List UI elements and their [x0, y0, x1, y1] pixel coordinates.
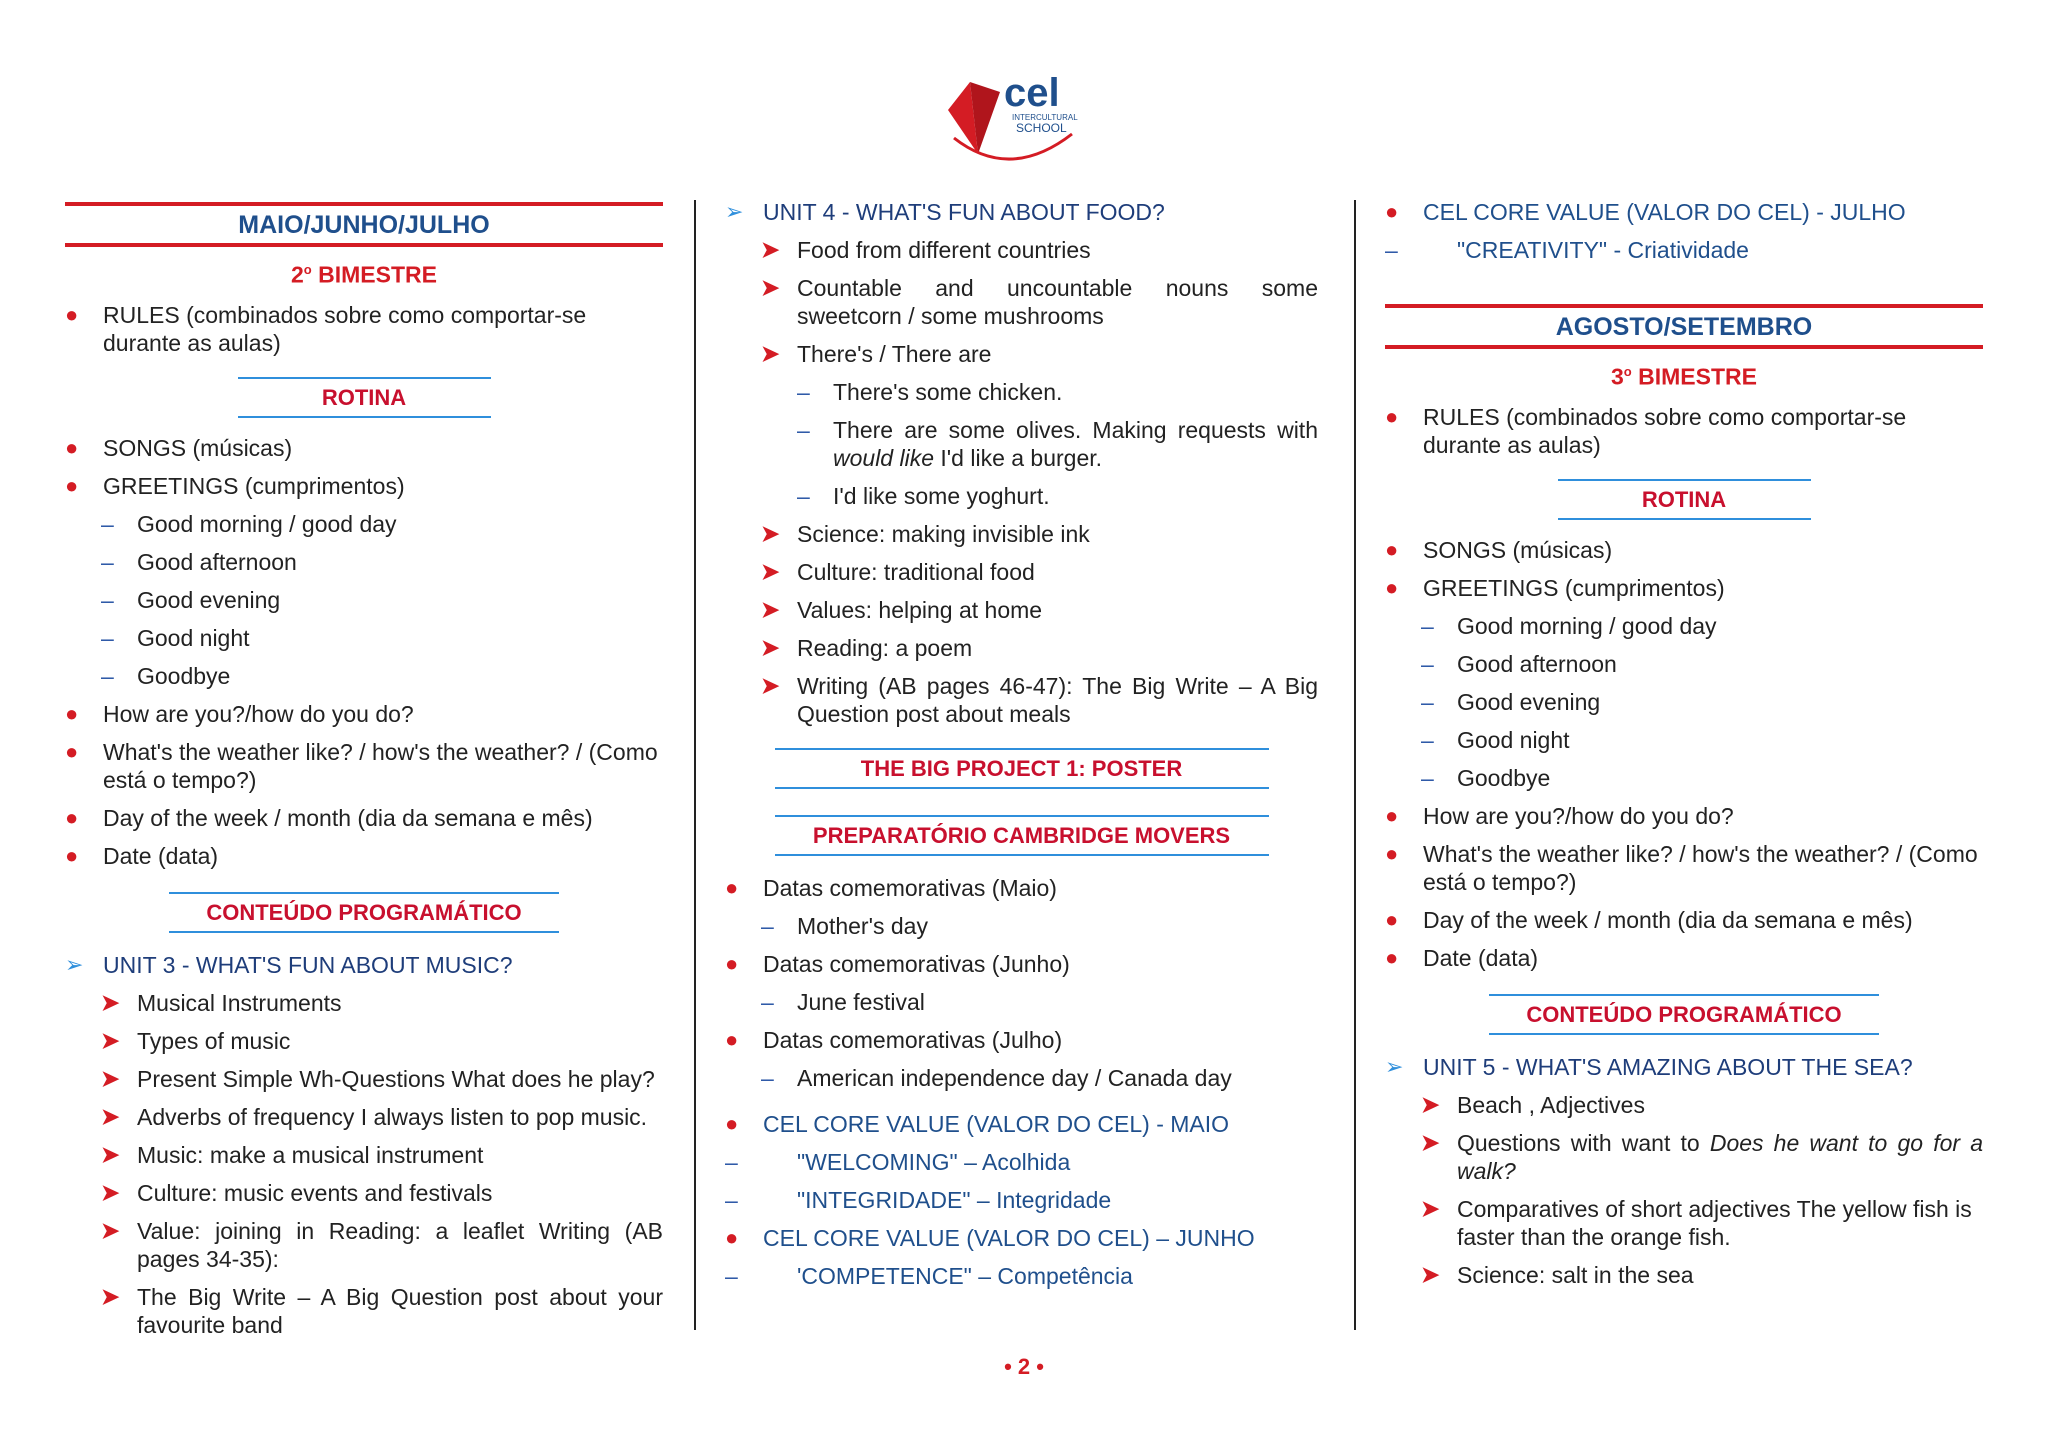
list-subitem: – I'd like some yoghurt.	[797, 483, 1050, 509]
rotina-heading: ROTINA	[238, 377, 491, 418]
core-value-item: – "WELCOMING" – Acolhida	[725, 1149, 1071, 1175]
bimestre-heading: 2$^o$ BIMESTRE	[291, 261, 437, 288]
unit-topic: ➤ Writing (AB pages 46-47): The Big Write – A Big Question post about meals	[761, 673, 1318, 727]
list-subitem: – Good afternoon	[101, 548, 297, 575]
list-subitem: – American independence day / Canada day	[761, 1065, 1232, 1091]
list-subitem: – Good night	[1421, 726, 1570, 753]
list-subitem: – June festival	[761, 989, 925, 1015]
core-value-item: – "CREATIVITY" - Criatividade	[1385, 237, 1749, 263]
unit-topic: ➤ Musical Instruments	[101, 989, 342, 1016]
rotina-heading: ROTINA	[1558, 479, 1811, 520]
list-item: ● GREETINGS (cumprimentos)	[1385, 574, 1725, 601]
unit-topic: ➤ Science: salt in the sea	[1421, 1261, 1694, 1288]
core-value: ● CEL CORE VALUE (VALOR DO CEL) - MAIO	[725, 1111, 1230, 1137]
list-item: ● Date (data)	[65, 842, 219, 869]
list-item: ● What's the weather like? / how's the weather? / (Como está o tempo?)	[65, 738, 658, 793]
list-subitem: – Goodbye	[1421, 764, 1551, 791]
core-value-item: – "INTEGRIDADE" – Integridade	[725, 1187, 1112, 1213]
unit-topic: ➤ Culture: traditional food	[761, 559, 1035, 585]
list-item: ● How are you?/how do you do?	[1385, 802, 1734, 829]
period-title: AGOSTO/SETEMBRO	[1385, 304, 1983, 349]
unit-title: ➢ UNIT 5 - WHAT'S AMAZING ABOUT THE SEA?	[1385, 1053, 1913, 1080]
svg-text:SCHOOL: SCHOOL	[1016, 121, 1067, 135]
list-item: ● What's the weather like? / how's the weather? / (Como está o tempo?)	[1385, 840, 1978, 895]
unit-topic: ➤ Comparatives of short adjectives The yellow fish is faster than the orange fish.	[1421, 1195, 1972, 1250]
unit-topic: ➤ Music: make a musical instrument	[101, 1141, 484, 1168]
unit-topic: ➤ Countable and uncountable nouns some sweetcorn / some mushrooms	[761, 275, 1318, 329]
list-item: ● Day of the week / month (dia da semana e mês)	[1385, 906, 1913, 933]
unit-topic: ➤ Questions with want to Does he want to go for a walk?	[1421, 1129, 1983, 1184]
unit-topic: ➤ Values: helping at home	[761, 597, 1043, 623]
prep-heading: PREPARATÓRIO CAMBRIDGE MOVERS	[775, 815, 1269, 856]
kite-emblem	[940, 62, 1120, 166]
unit-topic: ➤ Science: making invisible ink	[761, 521, 1090, 547]
list-item: ● Datas comemorativas (Julho)	[725, 1027, 1063, 1053]
unit-topic: ➤ The Big Write – A Big Question post about your favourite band	[101, 1283, 663, 1338]
list-item: ● Datas comemorativas (Maio)	[725, 875, 1057, 901]
list-item: ● RULES (combinados sobre como comportar-se durante as aulas)	[1385, 403, 1907, 458]
list-item: ● Day of the week / month (dia da semana e mês)	[65, 804, 593, 831]
list-item: ● RULES (combinados sobre como comportar-se durante as aulas)	[65, 301, 587, 356]
svg-text:INTERCULTURAL: INTERCULTURAL	[1012, 113, 1078, 122]
unit-topic: ➤ Adverbs of frequency I always listen to pop music.	[101, 1103, 648, 1130]
period-title: MAIO/JUNHO/JULHO	[65, 202, 663, 247]
list-item: ● Date (data)	[1385, 944, 1539, 971]
column-divider	[1354, 200, 1356, 1330]
list-subitem: – Good afternoon	[1421, 650, 1617, 677]
column-right	[1385, 198, 1983, 1289]
unit-topic: ➤ Beach , Adjectives	[1421, 1091, 1645, 1118]
column-left	[65, 198, 663, 1339]
list-subitem: – There's some chicken.	[797, 379, 1063, 405]
logo-wordmark: cel	[1004, 71, 1060, 115]
bimestre-heading: 3$^o$ BIMESTRE	[1611, 363, 1757, 390]
list-subitem: – Good evening	[1421, 688, 1601, 715]
list-subitem: – Mother's day	[761, 913, 928, 939]
list-subitem: – Goodbye	[101, 662, 231, 689]
conteudo-heading: CONTEÚDO PROGRAMÁTICO	[169, 892, 559, 933]
list-item: ● GREETINGS (cumprimentos)	[65, 472, 405, 499]
cel-logo	[940, 62, 1120, 166]
list-item: ● Datas comemorativas (Junho)	[725, 951, 1070, 977]
conteudo-heading: CONTEÚDO PROGRAMÁTICO	[1489, 994, 1879, 1035]
unit-topic: ➤ Culture: music events and festivals	[101, 1179, 493, 1206]
unit-topic: ➤ Present Simple Wh-Questions What does he play?	[101, 1065, 655, 1092]
unit-topic: ➤ There's / There are	[761, 341, 992, 367]
core-value: ● CEL CORE VALUE (VALOR DO CEL) - JULHO	[1385, 199, 1906, 225]
list-subitem: – Good morning / good day	[101, 510, 397, 537]
list-subitem: – Good night	[101, 624, 250, 651]
list-subitem: – There are some olives. Making requests with would like I'd like a burger.	[797, 417, 1318, 471]
column-middle	[725, 198, 1318, 1290]
list-subitem: – Good morning / good day	[1421, 612, 1717, 639]
unit-topic: ➤ Food from different countries	[761, 237, 1091, 263]
list-item: ● SONGS (músicas)	[1385, 536, 1613, 563]
list-item: ● How are you?/how do you do?	[65, 700, 414, 727]
page-number: • 2 •	[1004, 1354, 1044, 1379]
project-heading: THE BIG PROJECT 1: POSTER	[775, 748, 1269, 789]
unit-topic: ➤ Value: joining in Reading: a leaflet Writing (AB pages 34-35):	[101, 1217, 663, 1272]
unit-topic: ➤ Types of music	[101, 1027, 291, 1054]
list-subitem: – Good evening	[101, 586, 281, 613]
column-divider	[694, 200, 696, 1330]
core-value-item: – 'COMPETENCE" – Competência	[725, 1263, 1133, 1289]
list-item: ● SONGS (músicas)	[65, 434, 293, 461]
unit-topic: ➤ Reading: a poem	[761, 635, 973, 661]
unit-title: ➢ UNIT 3 - WHAT'S FUN ABOUT MUSIC?	[65, 951, 513, 978]
core-value: ● CEL CORE VALUE (VALOR DO CEL) – JUNHO	[725, 1225, 1255, 1251]
unit-title: ➢ UNIT 4 - WHAT'S FUN ABOUT FOOD?	[725, 199, 1165, 225]
